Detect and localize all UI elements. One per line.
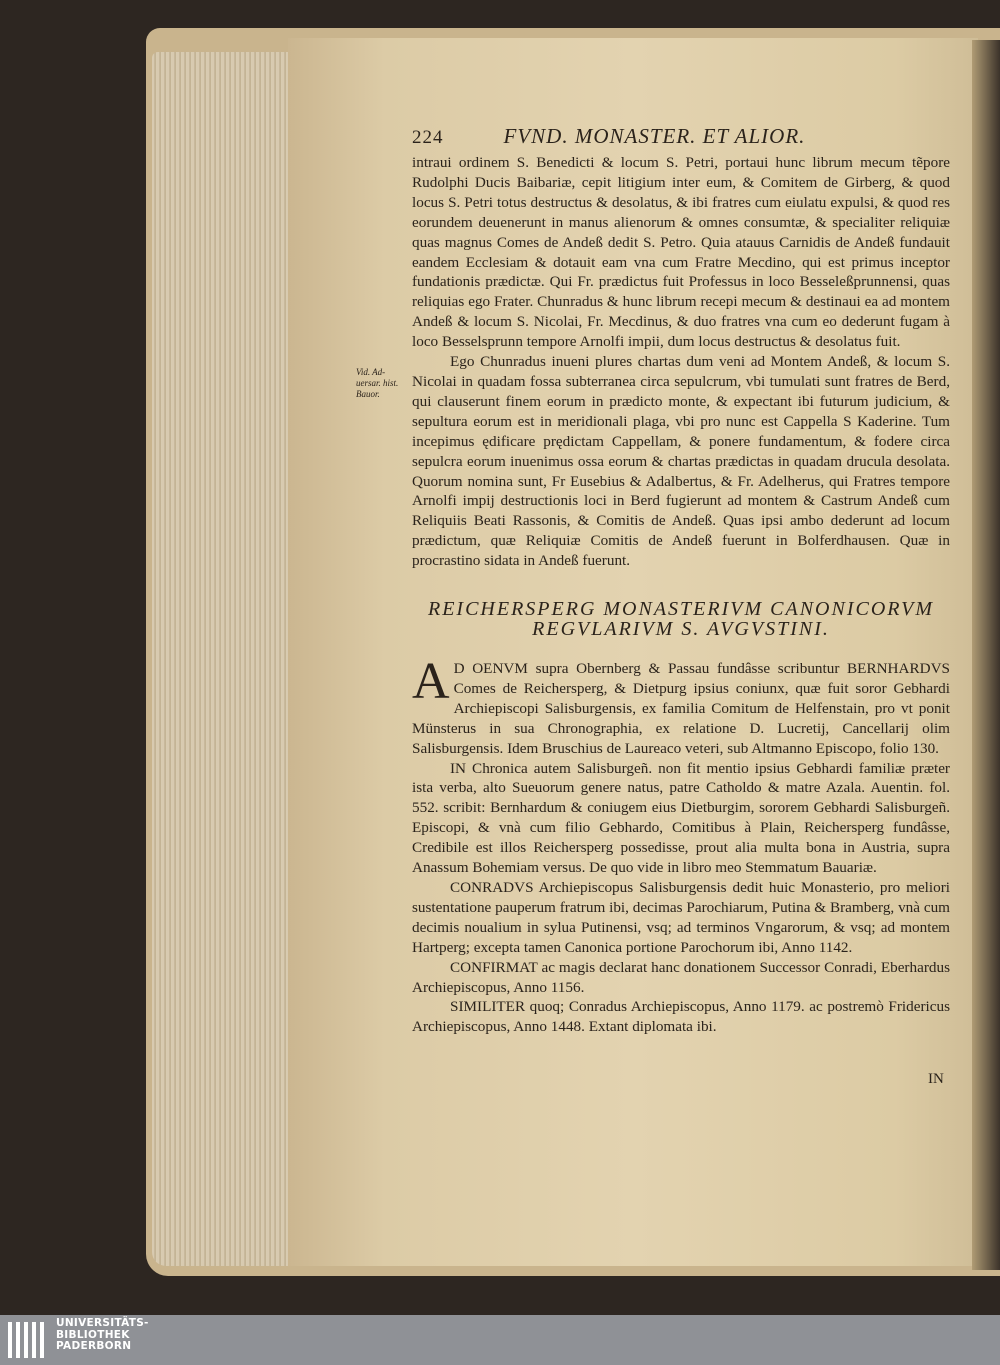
drop-cap: A — [412, 653, 450, 711]
text-block — [412, 124, 950, 1037]
paragraph-1: intraui ordinem S. Benedicti & locum S. Petri, portaui hunc librum mecum tẽpore Rudolphi Ducis Baibariæ, cepit litigium inter eum, & Comitem de Girberg, & quod locus S. Petri totus destructus & desolatus, & ibi fratres cum eiulatu expulsi, & quod res eorundem deuenerunt in manus alienorum & omnes consumtæ, & specialiter reliquiæ quas magnus Comes de Andeß dedit S. Petro. Quia atauus Carnidis de Andeß fundauit eandem Ecclesiam & dotauit eam vna cum Fratre Mecdino, qui est primus inceptor fundationis prædictæ. Qui Fr. prædictus fuit Professus in loco Besseleßprunnensi, quas reliquias ego Frater. Chunradus & hunc librum recepi mecum & destinaui ea ad montem Andeß & locum S. Nicolai, Fr. Mecdinus, & duo fratres vna cum eo dederunt fugam à loco Besselsprunn tempore Arnolfi impii, dum locus destructus & desolatus fuit. — [412, 154, 950, 351]
library-logo-icon — [6, 1318, 50, 1362]
page-number: 224 — [412, 127, 444, 148]
paragraph-6: CONFIRMAT ac magis declarat hanc donationem Successor Conradi, Eberhardus Archiepiscopus, Anno 1156. — [412, 958, 950, 996]
paragraph-5: CONRADVS Archiepiscopus Salisburgensis dedit huic Monasterio, pro meliori sustentatione pauperum fratrum ibi, decimas Parochiarum, Putina & Bramberg, vnà cum decimis noualium in sylua Putinensi, vsq; ad terminos Vngarorum, & vsq; ad montem Hartperg; excepta tamen Canonica portione Parochorum ibi, Anno 1142. — [412, 879, 950, 956]
paragraph-3 — [412, 653, 950, 759]
library-logo-text: UNIVERSITÄTS- BIBLIOTHEK PADERBORN — [56, 1317, 149, 1352]
gutter-shadow — [972, 40, 1000, 1270]
running-title: FVND. MONASTER. ET ALIOR. — [503, 124, 806, 148]
paragraph-3-text: D OENVM supra Obernberg & Passau fundâsse scribuntur BERNHARDVS Comes de Reichersperg, & Dietpurg ipsius coniunx, quæ fuit soror Gebhardi Archiepiscopi Salisburgensis, ex familia Comitum de Helfenstain, pro vt ponit Münsterus in sua Chronographia, ex relatione D. Lucretij, Cancellarij olim Salisburgensis. Idem Bruschius de Laureaco veteri, sub Altmanno Episcopo, folio 130. — [412, 660, 950, 757]
section-heading: REICHERSPERG MONASTERIVM CANONICORVM REGVLARIVM S. AVGVSTINI. — [427, 598, 934, 641]
catchword: IN — [928, 1071, 944, 1087]
marginal-note: Vid. Ad-uersar. hist. Bauor. — [356, 367, 399, 399]
page-edges — [152, 52, 292, 1266]
paragraph-4: IN Chronica autem Salisburgeñ. non fit mentio ipsius Gebhardi familiæ præter ista verba, alto Sueuorum genere natus, patre Catholdo & matre Azala. Auentin. fol. 552. scribit: Bernhardum & coniugem eius Dietburgim, sororem Gebhardi Salisburgeñ. Episcopi, & vnà cum filio Gebhardo, Comitibus à Plain, Reichersperg fundâsse, Credibile est illos Reichersperg possedisse, prout alia multa bona in Austria, supra Anassum Bohemiam versus. De quo vide in libro meo Stemmatum Bauariæ. — [412, 759, 950, 877]
paragraph-2: Ego Chunradus inueni plures chartas dum veni ad Montem Andeß, & locum S. Nicolai in quadam fossa subterranea circa sepulcrum, vbi tumulati sunt fratres de Berd, qui clauserunt finem eorum in prædicto monte, & expectant ibi futurum judicium, & sepultura eorum est in meridionali plaga, vbi pro nunc est Cappella S Kaderine. Tum incepimus ędificare prędictam Cappellam, & ponere fundamentum, & fodere circa sepulcra eorum inuenimus ossa eorum & chartas prædictas in quadam drucula desolata. Quorum nomina sunt, Fr Eusebius & Adalbertus, & Fr. Adelherus, qui Fratres tempore Arnolfi impij destructionis loci in Berd fugierunt ad montem & Castrum Andeß cum Reliquiis Beati Rassonis, & Comitis de Andeß. Quas ipsi ambo dederunt ad locum prædictum, quæ Reliquiæ Comitis de Andeß fuerunt in Bolferdhausen. Quæ in procrastino sidata in Andeß fuerunt. — [412, 353, 950, 570]
footer-bar — [0, 1315, 1000, 1365]
paragraph-7: SIMILITER quoq; Conradus Archiepiscopus, Anno 1179. ac postremò Fridericus Archiepiscopus, Anno 1448. Extant diplomata ibi. — [412, 998, 950, 1036]
running-head — [412, 124, 950, 149]
